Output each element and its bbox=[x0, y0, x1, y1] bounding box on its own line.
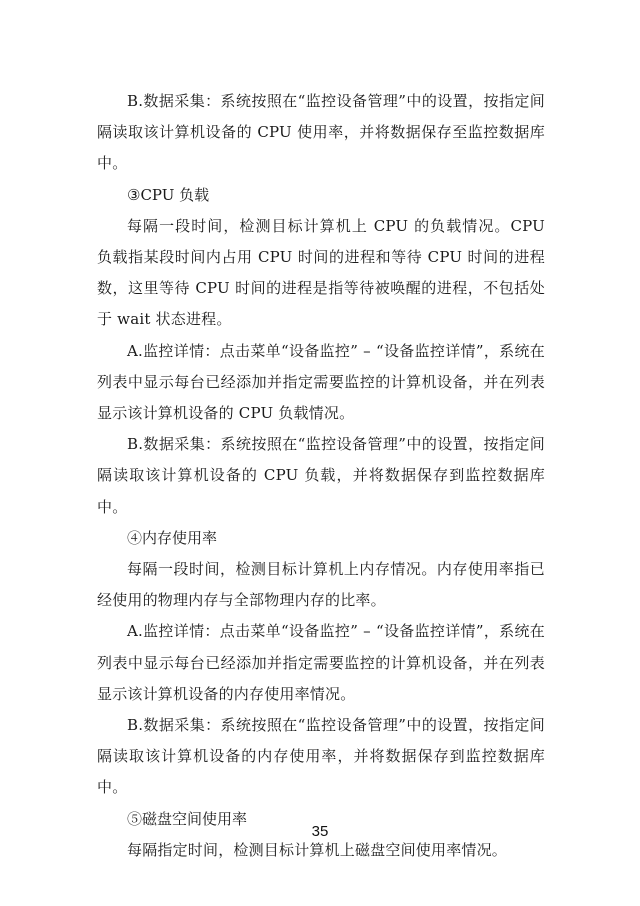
document-body bbox=[97, 86, 545, 866]
paragraph-memory-usage-description: 每隔一段时间，检测目标计算机上内存情况。内存使用率指已经使用的物理内存与全部物理内存的比率。 bbox=[97, 560, 545, 610]
section-heading-cpu-load: ③CPU 负载 bbox=[127, 185, 210, 204]
paragraph-cpu-usage-data-collection: B.数据采集：系统按照在“监控设备管理”中的设置，按指定间隔读取该计算机设备的 CPU 使用率，并将数据保存至监控数据库中。 bbox=[97, 92, 545, 173]
paragraph-cpu-load-data-collection: B.数据采集：系统按照在“监控设备管理”中的设置，按指定间隔读取该计算机设备的 CPU 负载，并将数据保存到监控数据库中。 bbox=[97, 435, 545, 516]
page-number: 35 bbox=[311, 823, 329, 840]
paragraph-cpu-load-description: 每隔一段时间，检测目标计算机上 CPU 的负载情况。CPU 负载指某段时间内占用 CPU 时间的进程和等待 CPU 时间的进程数，这里等待 CPU 时间的进程是指等待被唤醒的进程，不包括处于 wait 状态进程。 bbox=[97, 216, 545, 329]
section-heading-memory-usage: ④内存使用率 bbox=[127, 528, 218, 547]
paragraph-disk-usage-description: 每隔指定时间，检测目标计算机上磁盘空间使用率情况。 bbox=[127, 840, 508, 859]
paragraph-memory-monitor-details: A.监控详情：点击菜单“设备监控” – “设备监控详情”，系统在列表中显示每台已经添加并指定需要监控的计算机设备，并在列表显示该计算机设备的内存使用率情况。 bbox=[97, 622, 545, 703]
paragraph-cpu-load-monitor-details: A.监控详情：点击菜单“设备监控” – “设备监控详情”，系统在列表中显示每台已经添加并指定需要监控的计算机设备，并在列表显示该计算机设备的 CPU 负载情况。 bbox=[97, 341, 545, 423]
paragraph-memory-data-collection: B.数据采集：系统按照在“监控设备管理”中的设置，按指定间隔读取该计算机设备的内存使用率，并将数据保存到监控数据库中。 bbox=[97, 716, 545, 797]
section-heading-disk-usage: ⑤磁盘空间使用率 bbox=[127, 809, 248, 828]
